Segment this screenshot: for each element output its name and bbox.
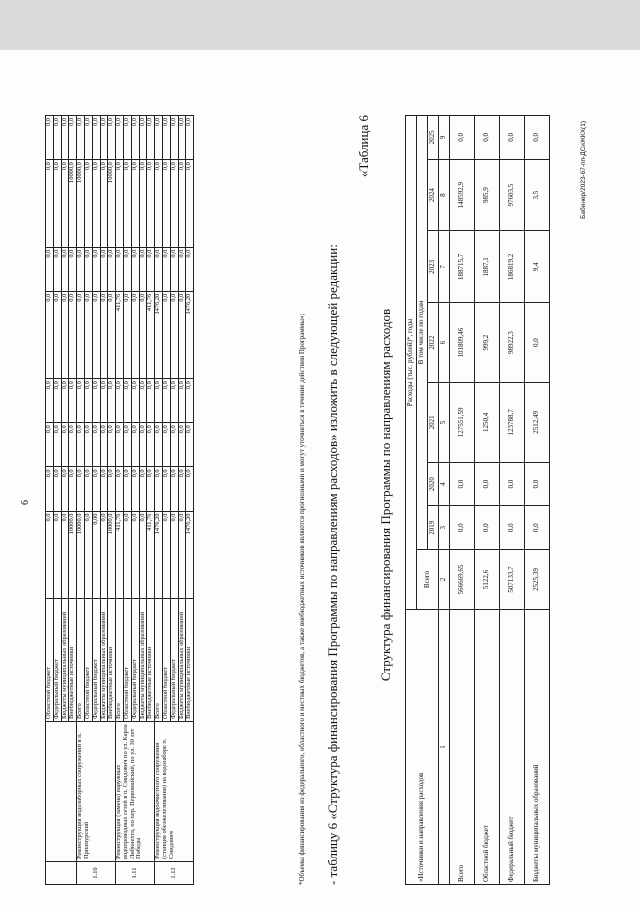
value-cell: 0,0 xyxy=(178,116,186,160)
funding-source: Бюджеты муниципальных образований xyxy=(139,599,147,722)
value-cell: 0,0 xyxy=(69,116,77,160)
value-cell: 0,0 xyxy=(84,160,92,247)
row-label: Федеральный бюджет xyxy=(500,610,525,885)
value-cell: 97603,5 xyxy=(500,159,525,231)
document-page xyxy=(0,50,640,905)
value-cell: 0,0 xyxy=(525,462,550,506)
value-cell: 0,0 xyxy=(500,462,525,506)
column-number: 8 xyxy=(439,159,450,231)
value-cell: 0,0 xyxy=(77,247,85,291)
value-cell: 0,0 xyxy=(92,160,100,247)
value-cell: 999,2 xyxy=(475,303,500,383)
value-cell: 0,0 xyxy=(92,379,100,423)
value-cell: 0,0 xyxy=(53,247,61,291)
value-cell: 0,0 xyxy=(186,379,194,423)
value-cell: 0,0 xyxy=(170,379,178,423)
value-cell: 0,0 xyxy=(131,467,139,511)
value-cell: 0,0 xyxy=(178,379,186,423)
value-cell: 0,0 xyxy=(100,247,108,291)
value-cell: 0,0 xyxy=(92,247,100,291)
value-cell: 1476,20 xyxy=(155,511,163,598)
value-cell: 0,0 xyxy=(162,160,170,247)
table-row xyxy=(500,116,525,885)
value-cell: 1250,4 xyxy=(475,382,500,462)
row-label: Всего xyxy=(450,610,475,885)
value-cell: 0,0 xyxy=(170,116,178,160)
value-cell: 0,0 xyxy=(53,291,61,378)
column-number: 6 xyxy=(439,303,450,383)
value-cell: 10000,0 xyxy=(108,160,116,247)
table-row xyxy=(46,116,54,885)
table-6-label: «Таблица 6 xyxy=(356,115,371,178)
year-header: 2020 xyxy=(428,462,439,506)
value-cell: 0,0 xyxy=(77,291,85,378)
value-cell: 0,0 xyxy=(139,247,147,291)
value-cell: 0,0 xyxy=(178,291,186,378)
value-cell: 411,76 xyxy=(147,511,155,598)
value-cell: 0,0 xyxy=(108,247,116,291)
document-code: Бабинер/2023-67-пп-ДСиЖКХ(1) xyxy=(580,121,587,219)
funding-source: Федеральный бюджет xyxy=(170,599,178,722)
value-cell: 0,0 xyxy=(155,116,163,160)
value-cell: 0,0 xyxy=(139,160,147,247)
value-cell: 2512,49 xyxy=(525,382,550,462)
value-cell: 0,0 xyxy=(162,511,170,598)
value-cell: 0,0 xyxy=(53,423,61,467)
value-cell: 0,0 xyxy=(116,423,124,467)
column-number: 5 xyxy=(439,382,450,462)
value-cell: 0,0 xyxy=(92,116,100,160)
value-cell: 0,0 xyxy=(178,511,186,598)
value-cell: 0,0 xyxy=(131,511,139,598)
column-number: 1 xyxy=(439,610,450,885)
value-cell: 2525,39 xyxy=(525,550,550,610)
value-cell: 0,0 xyxy=(77,379,85,423)
header-by-year: В том числе по годам xyxy=(417,116,428,550)
value-cell: 10000,0 xyxy=(77,160,85,247)
table-row xyxy=(116,116,124,885)
value-cell: 0,0 xyxy=(84,291,92,378)
value-cell: 0,0 xyxy=(162,291,170,378)
value-cell: 0,0 xyxy=(61,247,69,291)
measure-name: Реконструкция (замена) наружных водопроводных сетей в п. Смидович по ул. Карла Либкнехта, по пер. Первомайский, по ул. 30 лет Победы xyxy=(116,722,155,862)
row-number: 1.11 xyxy=(116,862,155,885)
value-cell: 0,0 xyxy=(186,247,194,291)
page-number: 6 xyxy=(20,500,31,505)
funding-source: Внебюджетные источники xyxy=(186,599,194,722)
value-cell: 0,0 xyxy=(162,116,170,160)
value-cell: 0,0 xyxy=(170,247,178,291)
value-cell: 0,0 xyxy=(147,379,155,423)
value-cell: 0,0 xyxy=(108,291,116,378)
value-cell: 0,0 xyxy=(46,379,54,423)
value-cell: 127551,59 xyxy=(450,382,475,462)
amendment-paragraph: - таблицу 6 «Структура финансирования Программы по направлениям расходов» изложить в следующей редакции: xyxy=(325,244,340,885)
value-cell: 0,0 xyxy=(92,467,100,511)
value-cell: 0,0 xyxy=(147,423,155,467)
value-cell: 0,0 xyxy=(525,506,550,550)
value-cell: 188715,7 xyxy=(450,231,475,303)
value-cell: 0,0 xyxy=(131,160,139,247)
value-cell: 0,0 xyxy=(84,467,92,511)
column-number: 2 xyxy=(439,550,450,610)
value-cell: 0,0 xyxy=(162,467,170,511)
value-cell: 101809,46 xyxy=(450,303,475,383)
value-cell: 0,0 xyxy=(147,247,155,291)
value-cell: 0,0 xyxy=(46,467,54,511)
funding-source: Внебюджетные источники xyxy=(108,599,116,722)
measure-name: Реконструкция водоочистного сооружения (станция обезжелезивания) на водозаборе п. Смидович xyxy=(155,722,194,862)
funding-source: Бюджеты муниципальных образований xyxy=(178,599,186,722)
rotated-page-content xyxy=(20,105,587,885)
header-source: «Источники и направления расходов xyxy=(406,610,439,885)
value-cell: 0,0 xyxy=(450,506,475,550)
table-6 xyxy=(405,115,550,885)
column-number: 7 xyxy=(439,231,450,303)
funding-source: Бюджеты муниципальных образований xyxy=(61,599,69,722)
funding-source: Бюджеты муниципальных образований xyxy=(100,599,108,722)
value-cell: 10000,0 xyxy=(108,511,116,598)
value-cell: 0,0 xyxy=(108,116,116,160)
value-cell: 0,0 xyxy=(123,467,131,511)
value-cell: 0,0 xyxy=(162,247,170,291)
value-cell: 0,0 xyxy=(69,467,77,511)
funding-source: Внебюджетные источники xyxy=(147,599,155,722)
value-cell: 0,0 xyxy=(123,247,131,291)
value-cell: 0,0 xyxy=(46,423,54,467)
funding-source: Всего xyxy=(155,599,163,722)
value-cell: 985,9 xyxy=(475,159,500,231)
value-cell: 507133,7 xyxy=(500,550,525,610)
value-cell: 0,0 xyxy=(147,160,155,247)
value-cell: 0,0 xyxy=(131,247,139,291)
value-cell: 0,0 xyxy=(46,511,54,598)
value-cell: 0,0 xyxy=(500,506,525,550)
header-expenses: Расходы (тыс. рублей)*, годы xyxy=(406,116,417,610)
value-cell: 0,0 xyxy=(69,379,77,423)
value-cell: 411,76 xyxy=(116,511,124,598)
table-row xyxy=(525,116,550,885)
funding-source: Областной бюджет xyxy=(162,599,170,722)
value-cell: 0,0 xyxy=(61,423,69,467)
row-label: Бюджеты муниципальных образований xyxy=(525,610,550,885)
value-cell: 0,0 xyxy=(69,247,77,291)
value-cell: 0,0 xyxy=(162,423,170,467)
value-cell: 0,0 xyxy=(139,467,147,511)
column-number: 9 xyxy=(439,116,450,160)
value-cell: 0,0 xyxy=(100,291,108,378)
value-cell: 0,0 xyxy=(84,423,92,467)
value-cell: 0,0 xyxy=(147,116,155,160)
value-cell: 0,0 xyxy=(147,467,155,511)
row-number xyxy=(46,862,77,885)
value-cell: 0,0 xyxy=(61,511,69,598)
value-cell: 0,0 xyxy=(116,247,124,291)
value-cell: 0,0 xyxy=(178,467,186,511)
value-cell: 0,0 xyxy=(475,462,500,506)
value-cell: 5122,6 xyxy=(475,550,500,610)
row-number: 1.12 xyxy=(155,862,194,885)
value-cell: 1476,20 xyxy=(186,291,194,378)
value-cell: 0,0 xyxy=(139,116,147,160)
value-cell: 0,0 xyxy=(475,116,500,160)
row-label: Областной бюджет xyxy=(475,610,500,885)
table-row xyxy=(155,116,163,885)
footnote: *Объемы финансирования из федерального, областного и местных бюджетов, а также внебюджетных источников являются прогнозными и могут уточняться в течение действия Программы»; xyxy=(298,313,306,885)
value-cell: 0,0 xyxy=(84,379,92,423)
value-cell: 9,4 xyxy=(525,231,550,303)
value-cell: 0,0 xyxy=(53,511,61,598)
funding-source: Федеральный бюджет xyxy=(131,599,139,722)
value-cell: 0,0 xyxy=(69,291,77,378)
value-cell: 0,0 xyxy=(53,116,61,160)
value-cell: 0,0 xyxy=(46,160,54,247)
value-cell: 0,0 xyxy=(61,291,69,378)
value-cell: 0,0 xyxy=(500,116,525,160)
value-cell: 0,0 xyxy=(61,379,69,423)
year-header: 2024 xyxy=(428,159,439,231)
value-cell: 0,0 xyxy=(123,291,131,378)
value-cell: 0,0 xyxy=(131,379,139,423)
value-cell: 0,0 xyxy=(155,379,163,423)
year-header: 2022 xyxy=(428,303,439,383)
value-cell: 0,0 xyxy=(61,116,69,160)
value-cell: 0,0 xyxy=(53,467,61,511)
value-cell: 0,0 xyxy=(100,160,108,247)
value-cell: 0,0 xyxy=(84,116,92,160)
table-row xyxy=(450,116,475,885)
value-cell: 0,0 xyxy=(178,160,186,247)
value-cell: 0,0 xyxy=(525,116,550,160)
funding-source: Федеральный бюджет xyxy=(53,599,61,722)
value-cell: 0,0 xyxy=(170,423,178,467)
table-row xyxy=(475,116,500,885)
funding-source: Областной бюджет xyxy=(46,599,54,722)
year-header: 2023 xyxy=(428,231,439,303)
value-cell: 0,00 xyxy=(92,511,100,598)
value-cell: 0,0 xyxy=(170,511,178,598)
financing-table-upper xyxy=(45,115,194,885)
funding-source: Всего xyxy=(116,599,124,722)
value-cell: 1887,1 xyxy=(475,231,500,303)
value-cell: 0,0 xyxy=(131,116,139,160)
year-header: 2021 xyxy=(428,382,439,462)
value-cell: 0,0 xyxy=(77,467,85,511)
measure-name xyxy=(46,722,77,862)
value-cell: 0,0 xyxy=(69,423,77,467)
value-cell: 0,0 xyxy=(525,303,550,383)
value-cell: 0,0 xyxy=(186,160,194,247)
value-cell: 0,0 xyxy=(139,379,147,423)
funding-source: Областной бюджет xyxy=(84,599,92,722)
value-cell: 98922,3 xyxy=(500,303,525,383)
measure-name: Реконструкция водозаборных сооружений в п. Приамурский xyxy=(77,722,116,862)
value-cell: 123788,7 xyxy=(500,382,525,462)
value-cell: 0,0 xyxy=(123,423,131,467)
value-cell: 0,0 xyxy=(116,160,124,247)
year-header: 2025 xyxy=(428,116,439,160)
value-cell: 566669,65 xyxy=(450,550,475,610)
row-number: 1.10 xyxy=(77,862,116,885)
value-cell: 0,0 xyxy=(170,467,178,511)
value-cell: 0,0 xyxy=(100,423,108,467)
value-cell: 0,0 xyxy=(46,291,54,378)
value-cell: 0,0 xyxy=(100,116,108,160)
year-header: 2019 xyxy=(428,506,439,550)
column-number: 3 xyxy=(439,506,450,550)
value-cell: 0,0 xyxy=(108,379,116,423)
value-cell: 0,0 xyxy=(100,379,108,423)
value-cell: 0,0 xyxy=(131,423,139,467)
value-cell: 0,0 xyxy=(123,160,131,247)
value-cell: 1476,20 xyxy=(155,291,163,378)
value-cell: 0,0 xyxy=(178,247,186,291)
value-cell: 0,0 xyxy=(77,423,85,467)
value-cell: 411,76 xyxy=(147,291,155,378)
value-cell: 0,0 xyxy=(155,247,163,291)
value-cell: 0,0 xyxy=(53,160,61,247)
value-cell: 3,5 xyxy=(525,159,550,231)
value-cell: 10000,0 xyxy=(69,160,77,247)
value-cell: 0,0 xyxy=(186,467,194,511)
header-total: Всего xyxy=(417,550,439,610)
value-cell: 0,0 xyxy=(116,116,124,160)
value-cell: 0,0 xyxy=(139,423,147,467)
value-cell: 0,0 xyxy=(100,511,108,598)
value-cell: 0,0 xyxy=(139,511,147,598)
value-cell: 0,0 xyxy=(92,291,100,378)
value-cell: 0,0 xyxy=(84,511,92,598)
viewer-top-bar xyxy=(0,0,640,50)
funding-source: Областной бюджет xyxy=(123,599,131,722)
funding-source: Всего xyxy=(77,599,85,722)
value-cell: 0,0 xyxy=(155,160,163,247)
value-cell: 0,0 xyxy=(475,506,500,550)
value-cell: 0,0 xyxy=(84,247,92,291)
value-cell: 1476,20 xyxy=(186,511,194,598)
value-cell: 0,0 xyxy=(46,116,54,160)
table-6-heading: Структура финансирования Программы по направлениям расходов xyxy=(378,308,393,682)
value-cell: 186819,2 xyxy=(500,231,525,303)
value-cell: 0,0 xyxy=(53,379,61,423)
value-cell: 0,0 xyxy=(61,160,69,247)
funding-source: Внебюджетные источники xyxy=(69,599,77,722)
value-cell: 0,0 xyxy=(116,379,124,423)
value-cell: 0,0 xyxy=(108,467,116,511)
table-row xyxy=(77,116,85,885)
value-cell: 0,0 xyxy=(170,291,178,378)
value-cell: 0,0 xyxy=(186,116,194,160)
value-cell: 0,0 xyxy=(123,511,131,598)
value-cell: 0,0 xyxy=(450,116,475,160)
value-cell: 0,0 xyxy=(170,160,178,247)
value-cell: 0,0 xyxy=(100,467,108,511)
value-cell: 0,0 xyxy=(46,247,54,291)
value-cell: 0,0 xyxy=(92,423,100,467)
value-cell: 0,0 xyxy=(123,379,131,423)
column-number: 4 xyxy=(439,462,450,506)
value-cell: 148592,9 xyxy=(450,159,475,231)
value-cell: 0,0 xyxy=(155,423,163,467)
value-cell: 0,0 xyxy=(108,423,116,467)
value-cell: 411,76 xyxy=(116,291,124,378)
value-cell: 0,0 xyxy=(139,291,147,378)
value-cell: 0,0 xyxy=(162,379,170,423)
value-cell: 0,0 xyxy=(61,467,69,511)
value-cell: 0,0 xyxy=(131,291,139,378)
value-cell: 0,0 xyxy=(77,116,85,160)
value-cell: 0,0 xyxy=(123,116,131,160)
value-cell: 0,0 xyxy=(178,423,186,467)
value-cell: 10000,0 xyxy=(69,511,77,598)
value-cell: 0,0 xyxy=(450,462,475,506)
value-cell: 0,0 xyxy=(155,467,163,511)
funding-source: Федеральный бюджет xyxy=(92,599,100,722)
value-cell: 10000,0 xyxy=(77,511,85,598)
value-cell: 0,0 xyxy=(186,423,194,467)
value-cell: 0,0 xyxy=(116,467,124,511)
